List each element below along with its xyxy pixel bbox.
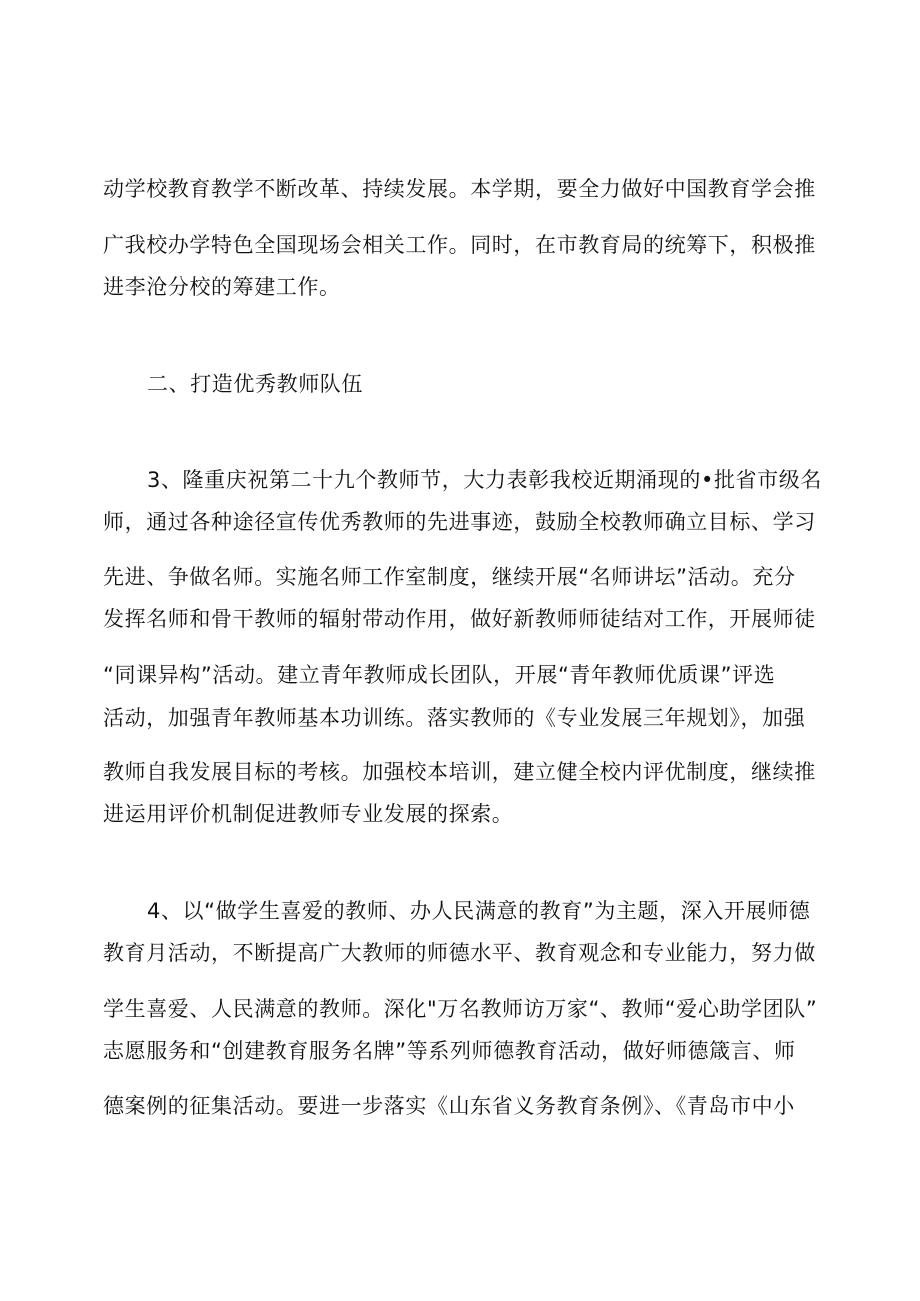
paragraph-3-line-7: 教师自我发展目标的考核。加强校本培训，建立健全校内评优制度，继续推 — [103, 760, 816, 784]
paragraph-4-line-4: 志愿服务和“创建教育服务名牌”等系列师德教育活动，做好师德箴言、师 — [103, 1039, 796, 1063]
paragraph-4-line-5: 德案例的征集活动。要进一步落实《山东省义务教育条例》、《青岛市中小 — [103, 1094, 795, 1118]
paragraph-3-line-5: “同课异构”活动。建立青年教师成长团队，开展“青年教师优质课”评选 — [103, 663, 776, 687]
section-heading: 二、打造优秀教师队伍 — [147, 372, 363, 396]
paragraph-1-line-3: 进李沧分校的筹建工作。 — [103, 275, 341, 299]
paragraph-3-line-1: 3、隆重庆祝第二十九个教师节，大力表彰我校近期涌现的•批省市级名 — [147, 468, 822, 492]
paragraph-4-line-3: 学生喜爱、人民满意的教师。深化"万名教师访万家“、教师“爱心助学团队” — [103, 997, 818, 1021]
paragraph-4-line-2: 教育月活动，不断提高广大教师的师德水平、教育观念和专业能力，努力做 — [103, 941, 816, 965]
paragraph-1-line-2: 广我校办学特色全国现场会相关工作。同时，在市教育局的统筹下，积极推 — [103, 233, 816, 257]
paragraph-3-line-8: 进运用评价机制促进教师专业发展的探索。 — [103, 802, 514, 826]
paragraph-3-line-2: 师，通过各种途径宣传优秀教师的先进事迹，鼓励全校教师确立目标、学习 — [103, 510, 816, 534]
paragraph-3-line-3: 先进、争做名师。实施名师工作室制度，继续开展“名师讲坛”活动。充分 — [103, 565, 796, 589]
paragraph-1-line-1: 动学校教育教学不断改革、持续发展。本学期，要全力做好中国教育学会推 — [103, 177, 816, 201]
paragraph-4-line-1: 4、以“做学生喜爱的教师、办人民满意的教育”为主题，深入开展师德 — [147, 899, 811, 923]
paragraph-3-line-6: 活动，加强青年教师基本功训练。落实教师的《专业发展三年规划》，加强 — [103, 706, 806, 730]
paragraph-3-line-4: 发挥名师和骨干教师的辐射带动作用，做好新教师师徒结对工作，开展师徒 — [103, 607, 816, 631]
